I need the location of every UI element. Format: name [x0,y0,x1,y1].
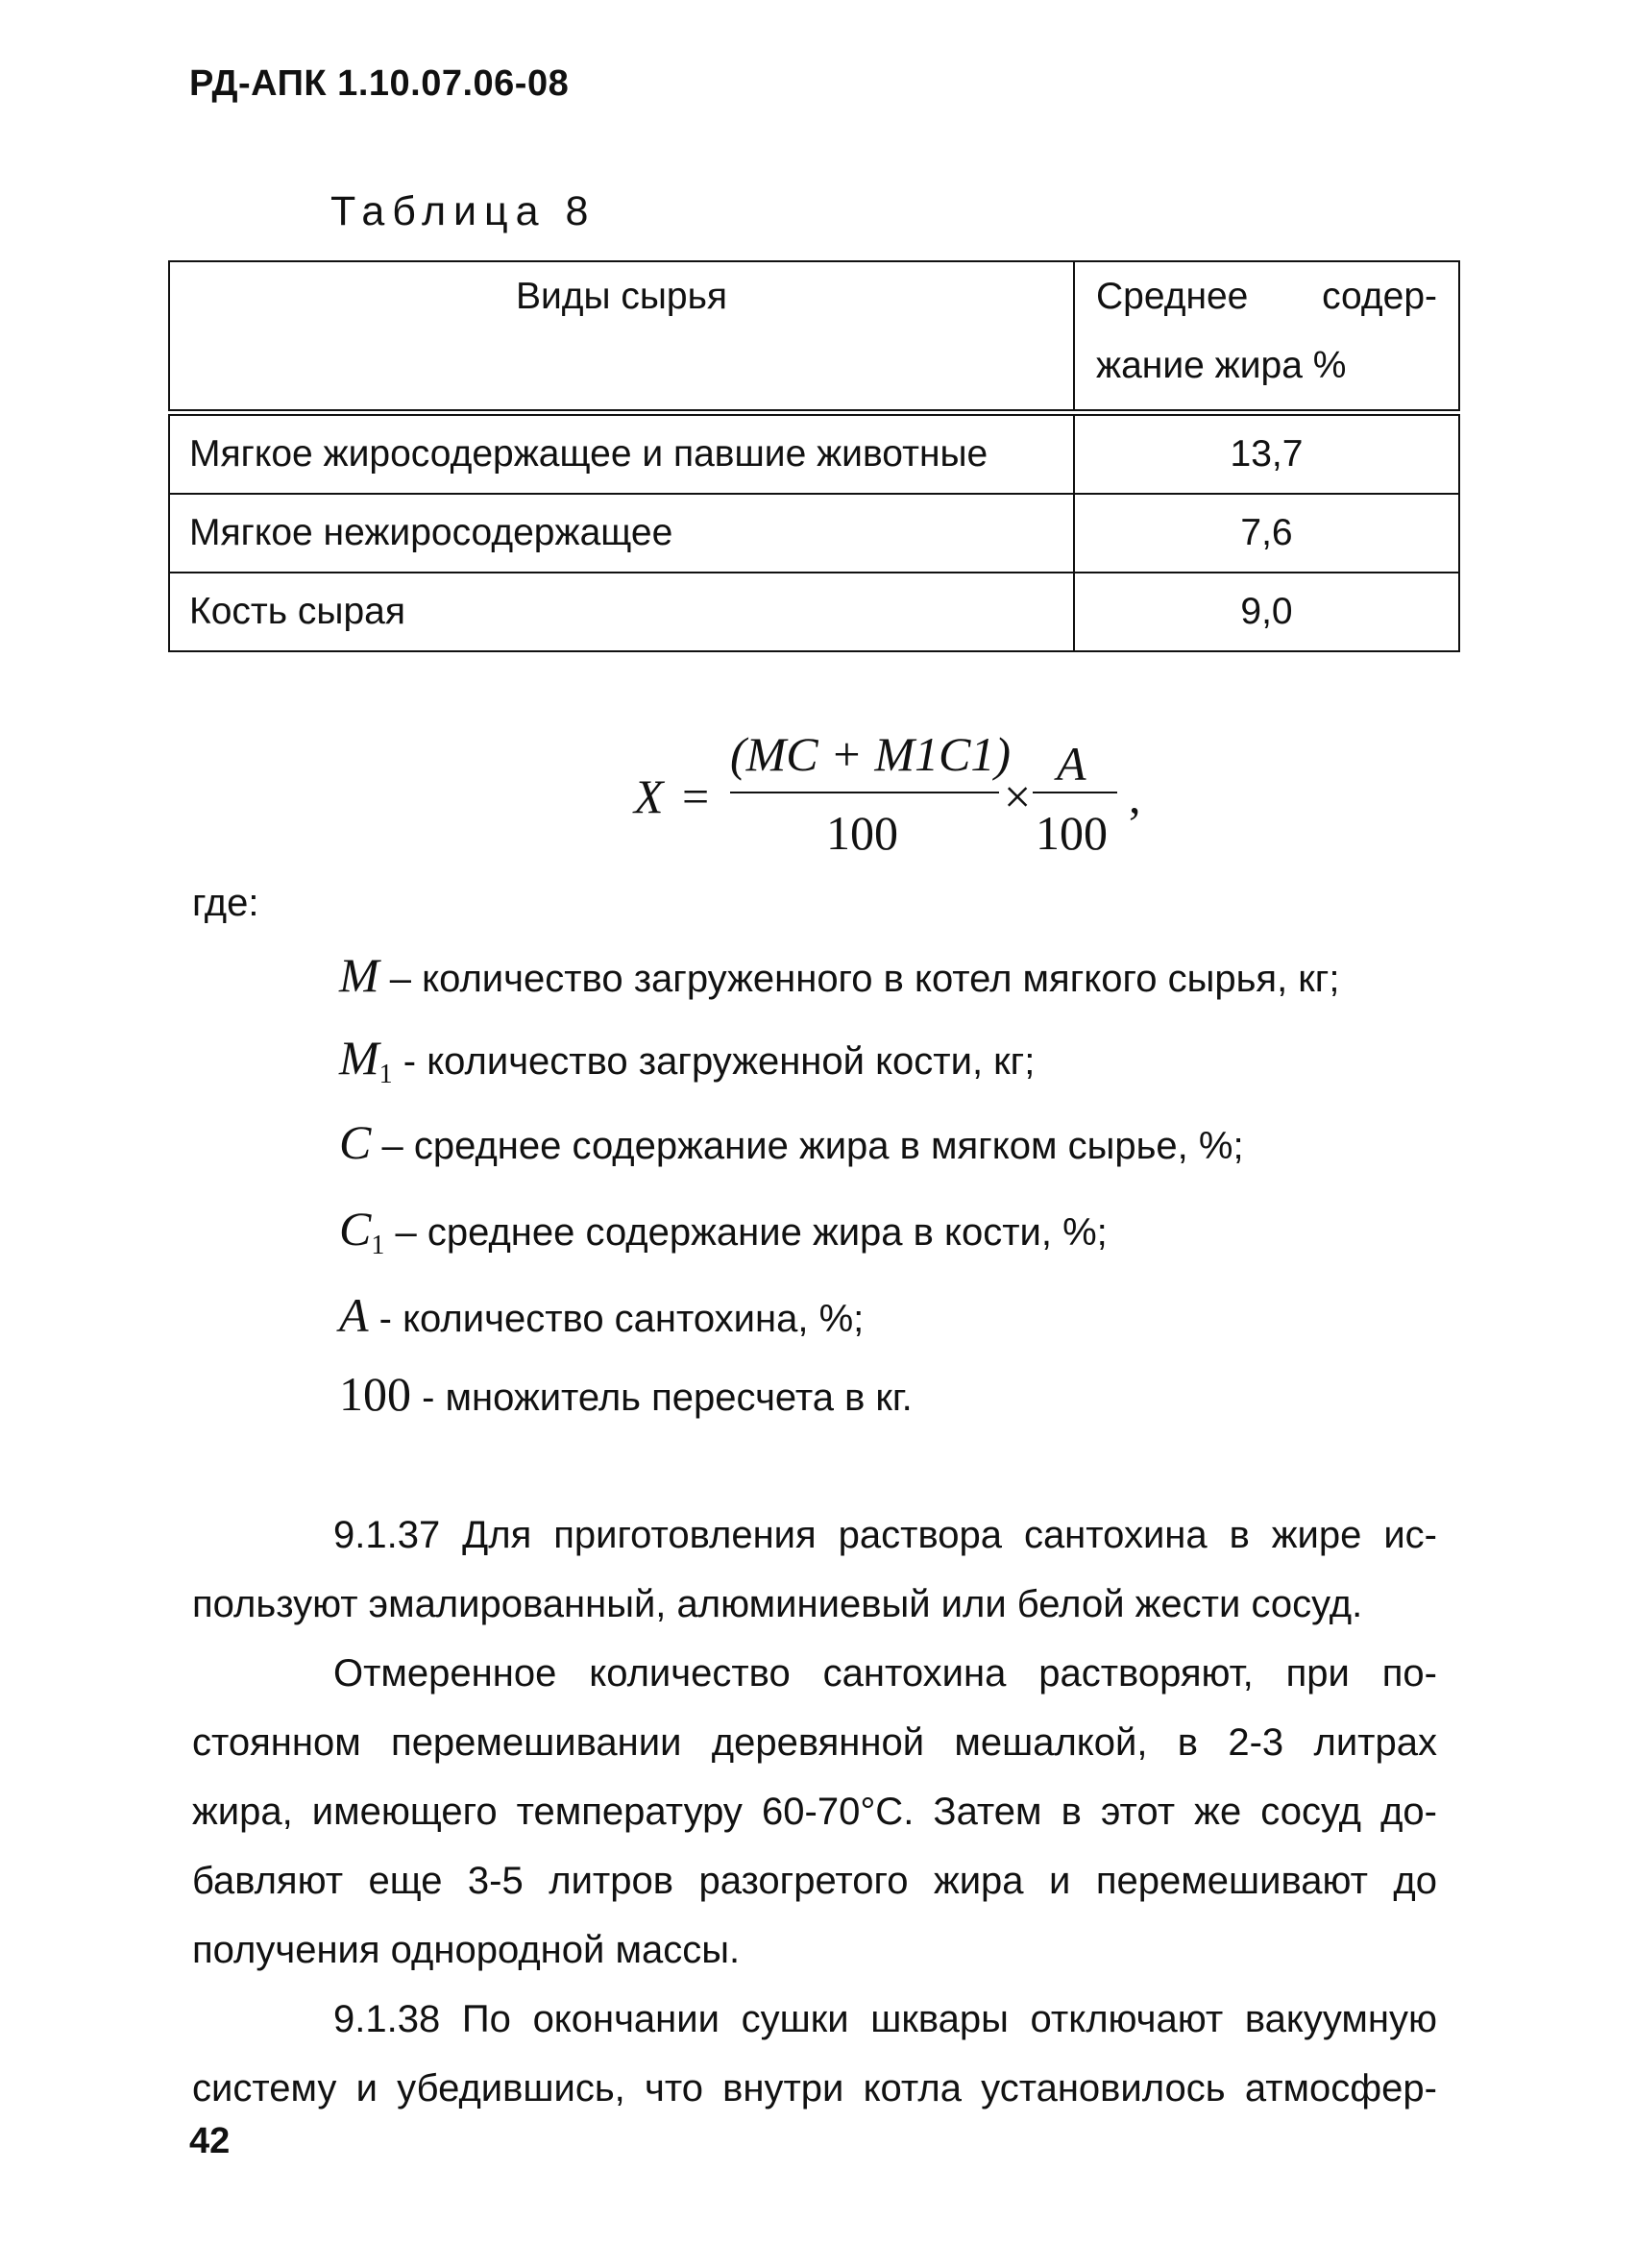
legend-item [339,1030,1035,1090]
table-row [169,494,1459,573]
legend-text: - множитель пересчета в кг. [422,1377,913,1419]
paragraph-line: 9.1.37 Для приготовления раствора сантохина в жире ис- [333,1514,1437,1556]
raw-type-cell: Мягкое жиросодержащее и павшие животные [169,413,1074,495]
legend-symbol: M [339,948,379,1002]
paragraph-line: жира, имеющего температуру 60-70°С. Затем в этот же сосуд до- [192,1791,1437,1833]
table-row [169,573,1459,651]
where-label: где: [192,882,259,924]
formula-factor-numerator: A [1057,737,1086,791]
legend-text: - количество загруженной кости, кг; [403,1040,1036,1083]
table-caption: Таблица 8 [330,188,597,234]
column-header-avg-fat: Среднее содер-жание жира % [1074,261,1459,413]
fat-value-cell: 13,7 [1074,413,1459,495]
legend-subscript: 1 [371,1231,385,1260]
legend-symbol: 100 [339,1367,411,1421]
legend-symbol: C [339,1115,372,1169]
formula-fraction-bar [730,792,999,793]
paragraph-line: стоянном перемешивании деревянной мешалкой, в 2-3 литрах [192,1721,1437,1764]
paragraph-line: получения однородной массы. [192,1929,741,1971]
page-number: 42 [189,2121,231,2161]
column-header-raw-type: Виды сырья [169,261,1074,413]
legend-item [339,947,1340,1008]
paragraph-line: 9.1.38 По окончании сушки шквары отключают вакуумную [333,1998,1437,2040]
raw-type-cell: Кость сырая [169,573,1074,651]
formula-factor-bar [1033,792,1117,793]
formula-factor-denominator: 100 [1036,806,1108,860]
legend-item [339,1114,1244,1175]
paragraph-line: пользуют эмалированный, алюминиевый или белой жести сосуд. [192,1583,1363,1625]
fat-value-cell: 7,6 [1074,494,1459,573]
raw-type-cell: Мягкое нежиросодержащее [169,494,1074,573]
document-code: РД-АПК 1.10.07.06-08 [189,63,570,104]
legend-symbol: A [339,1288,369,1342]
legend-item [339,1366,913,1427]
legend-text: – количество загруженного в котел мягкого сырья, кг; [389,958,1340,1000]
table-header-row [169,261,1459,413]
legend-item [339,1201,1108,1261]
fat-formula [634,726,1172,870]
legend-symbol: C [339,1202,372,1256]
legend-item [339,1287,864,1348]
table-row [169,413,1459,495]
paragraph-line: Отмеренное количество сантохина растворяют, при по- [333,1652,1437,1695]
legend-text: – среднее содержание жира в кости, %; [395,1211,1108,1254]
legend-text: – среднее содержание жира в мягком сырье, %; [381,1125,1244,1167]
formula-equals: = [682,769,710,823]
legend-subscript: 1 [378,1060,393,1089]
formula-denominator: 100 [826,806,898,860]
legend-symbol: M [339,1031,379,1085]
formula-trailing-comma: , [1129,769,1141,823]
fat-value-cell: 9,0 [1074,573,1459,651]
legend-text: - количество сантохина, %; [378,1298,865,1340]
raw-materials-table [168,260,1460,652]
paragraph-line: систему и убедившись, что внутри котла установилось атмосфер- [192,2067,1437,2109]
formula-lhs: X [634,769,664,823]
paragraph-line: бавляют еще 3-5 литров разогретого жира и перемешивают до [192,1860,1437,1902]
formula-numerator: (MC + M1C1) [730,727,1012,781]
formula-times: × [1004,769,1032,823]
